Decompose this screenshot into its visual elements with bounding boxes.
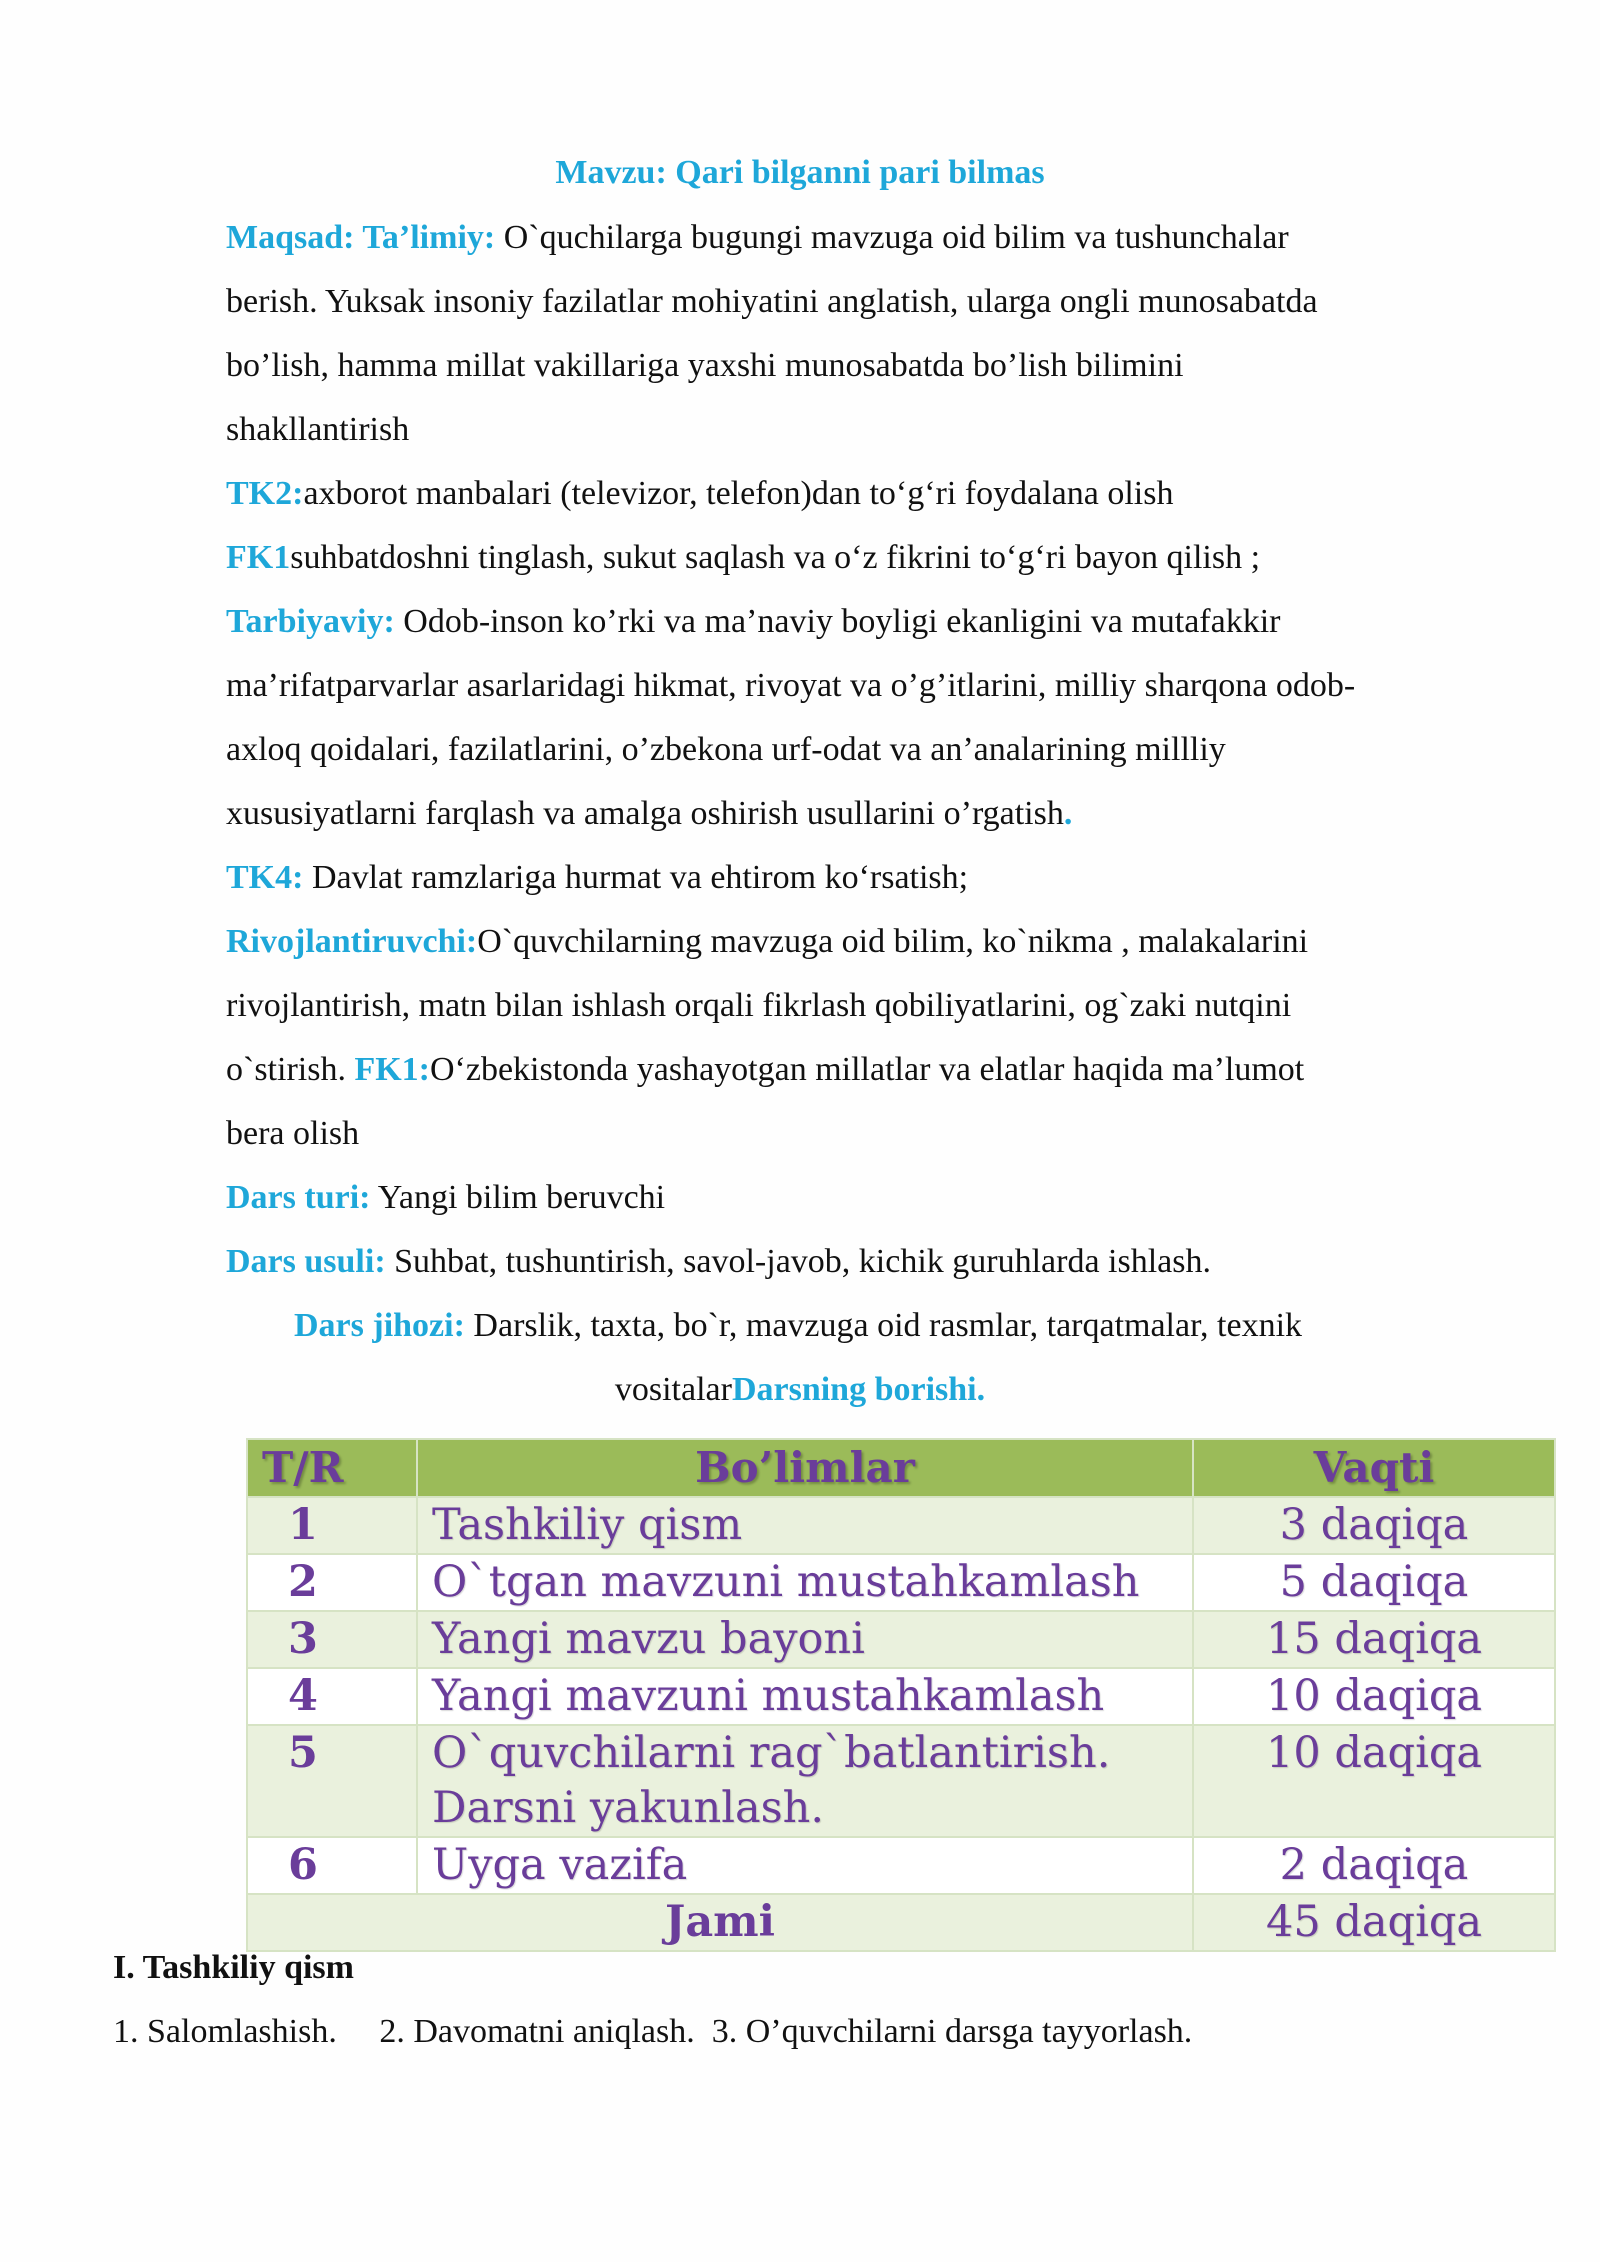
row-time: 3 daqiqa [1193, 1497, 1555, 1554]
header-cell-sections: Bo’limlar [417, 1439, 1193, 1497]
row-number: 3 [247, 1611, 417, 1668]
line-label: Tarbiyaviy: [226, 603, 395, 640]
line-text: berish. Yuksak insoniy fazilatlar mohiyatini anglatish, ularga ongli munosabatda [226, 283, 1318, 320]
row-section: Yangi mavzu bayoni [417, 1611, 1193, 1668]
dars-usuli-line [226, 1242, 1211, 1282]
row-section: Yangi mavzuni mustahkamlash [417, 1668, 1193, 1725]
line-label: Maqsad: Ta’limiy: [226, 219, 496, 256]
text-line [226, 410, 409, 450]
line-text: Yangi bilim beruvchi [370, 1179, 666, 1216]
tk2-line [226, 474, 1173, 514]
line-label: FK1 [226, 539, 291, 576]
row-time: 10 daqiqa [1193, 1668, 1555, 1725]
line-text: xususiyatlarni farqlash va amalga oshirish usullarini o’rgatish [226, 795, 1064, 832]
table-row [247, 1837, 1555, 1894]
section-heading: I. Tashkiliy qism [113, 1949, 354, 1986]
steps-line: 1. Salomlashish. 2. Davomatni aniqlash. 3. O’quvchilarni darsga tayyorlash. [113, 2013, 1193, 2050]
text-line [226, 666, 1355, 706]
table-row [247, 1554, 1555, 1611]
table-header-row [247, 1439, 1555, 1497]
rivojlantiruvchi-line [226, 922, 1308, 962]
row-section: O`quvchilarni rag`batlantirish. Darsni yakunlash. [417, 1725, 1193, 1837]
table-row [247, 1668, 1555, 1725]
dars-turi-line [226, 1178, 665, 1218]
line-text: Darslik, taxta, bo`r, mavzuga oid rasmlar, tarqatmalar, texnik [464, 1307, 1303, 1344]
line-prefix: o`stirish. [226, 1051, 355, 1088]
table-total-row [247, 1894, 1555, 1951]
line-text: Odob-inson ko’rki va ma’naviy boyligi ekanligini va mutafakkir [394, 603, 1281, 640]
text-line [226, 282, 1318, 322]
row-number: 2 [247, 1554, 417, 1611]
line-text: O‘zbekistonda yashayotgan millatlar va elatlar haqida ma’lumot [430, 1051, 1305, 1088]
row-time: 10 daqiqa [1193, 1725, 1555, 1837]
total-label: Jami [247, 1894, 1193, 1951]
text-line [226, 346, 1184, 386]
line-text: suhbatdoshni tinglash, sukut saqlash va o‘z fikrini to‘g‘ri bayon qilish ; [290, 539, 1261, 576]
line-label: Dars jihozi: [294, 1307, 465, 1344]
lesson-plan-table [246, 1438, 1556, 1952]
fk1-line [226, 538, 1260, 578]
line-text: axloq qoidalari, fazilatlarini, o’zbekona urf-odat va an’analarining millliy [226, 731, 1226, 768]
line-text: bera olish [226, 1115, 360, 1152]
line-text: O`quvchilarning mavzuga oid bilim, ko`nikma , malakalarini [477, 923, 1309, 960]
row-section: Uyga vazifa [417, 1837, 1193, 1894]
tk4-line [226, 858, 968, 898]
line-text: vositalar [614, 1371, 732, 1408]
line-label: FK1: [354, 1051, 430, 1088]
header-cell-tr: T/R [247, 1439, 417, 1497]
line-text: axborot manbalari (televizor, telefon)dan to‘g‘ri foydalana olish [303, 475, 1174, 512]
page-title: Mavzu: Qari bilganni pari bilmas [555, 154, 1045, 191]
table-row [247, 1611, 1555, 1668]
text-line [226, 986, 1291, 1026]
row-number: 5 [247, 1725, 417, 1837]
darsning-borishi-line [0, 1370, 1600, 1410]
line-label: TK4: [226, 859, 304, 896]
line-text: rivojlantirish, matn bilan ishlash orqali fikrlash qobiliyatlarini, og`zaki nutqini [226, 987, 1292, 1024]
line-label: TK2: [226, 475, 304, 512]
line-text: bo’lish, hamma millat vakillariga yaxshi munosabatda bo’lish bilimini [226, 347, 1184, 384]
line-text: Suhbat, tushuntirish, savol-javob, kichik guruhlarda ishlash. [385, 1243, 1211, 1280]
line-text: Davlat ramzlariga hurmat va ehtirom ko‘rsatish; [303, 859, 969, 896]
line-text: shakllantirish [226, 411, 410, 448]
table-row [247, 1497, 1555, 1554]
line-label: Darsning borishi. [731, 1371, 986, 1408]
line-suffix: . [1063, 795, 1073, 832]
line-label: Rivojlantiruvchi: [226, 923, 478, 960]
fk1-colon-line [226, 1050, 1304, 1090]
table-row [247, 1725, 1555, 1837]
line-text: ma’rifatparvarlar asarlaridagi hikmat, rivoyat va o’g’itlarini, milliy sharqona odob- [226, 667, 1356, 704]
row-number: 1 [247, 1497, 417, 1554]
header-cell-time: Vaqti [1193, 1439, 1555, 1497]
text-line [226, 1114, 359, 1154]
goal-line [226, 218, 1289, 258]
tarbiyaviy-line [226, 602, 1280, 642]
row-time: 2 daqiqa [1193, 1837, 1555, 1894]
line-label: Dars turi: [226, 1179, 371, 1216]
row-time: 15 daqiqa [1193, 1611, 1555, 1668]
row-section: Tashkiliy qism [417, 1497, 1193, 1554]
total-value: 45 daqiqa [1193, 1894, 1555, 1951]
dars-jihozi-line [294, 1306, 1302, 1346]
line-label: Dars usuli: [226, 1243, 386, 1280]
text-line [226, 794, 1072, 834]
row-number: 6 [247, 1837, 417, 1894]
text-line [226, 730, 1226, 770]
row-time: 5 daqiqa [1193, 1554, 1555, 1611]
row-number: 4 [247, 1668, 417, 1725]
row-section: O`tgan mavzuni mustahkamlash [417, 1554, 1193, 1611]
line-text: O`quchilarga bugungi mavzuga oid bilim va tushunchalar [495, 219, 1289, 256]
